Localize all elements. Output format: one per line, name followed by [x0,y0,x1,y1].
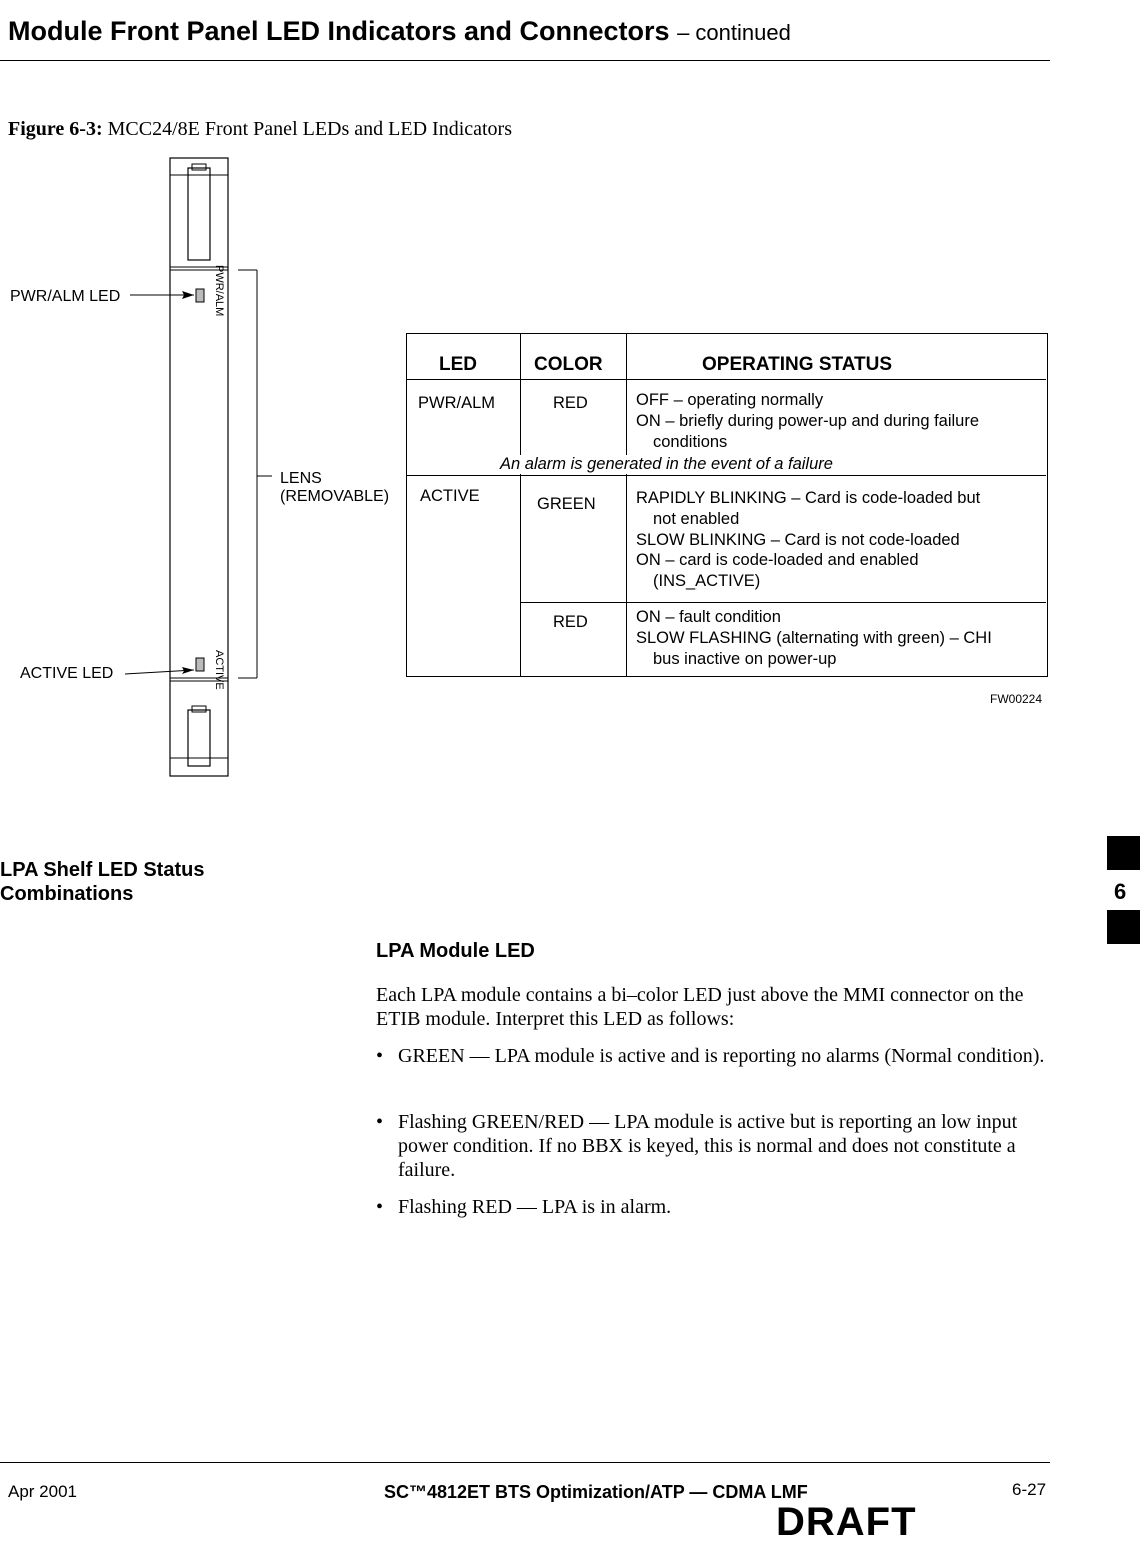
module-front-panel-drawing [0,150,420,790]
figure-caption [8,118,512,141]
callout-lens-line1: LENS [280,470,322,487]
row2-green-status-line3: SLOW BLINKING – Card is not code-loaded [636,531,960,549]
header-continued: – continued [677,20,791,45]
bullet-marker: • [376,1045,384,1067]
side-tab-top [1107,836,1140,870]
intro-paragraph: Each LPA module contains a bi–color LED just above the MMI connector on the ETIB module. Interpret this LED as follows: [376,984,1024,1030]
side-tab-number: 6 [1114,879,1127,904]
callout-active-led: ACTIVE LED [20,665,114,682]
section-heading: LPA Shelf LED Status Combinations [0,859,205,905]
bullet-text: Flashing GREEN/RED — LPA module is active but is reporting an low input power condition. If no BBX is keyed, this is normal and does not constitute a failure. [398,1111,1018,1181]
row2-green-status-line2: not enabled [653,510,740,528]
bullet-text: GREEN — LPA module is active and is reporting no alarms (Normal condition). [398,1045,1045,1067]
row1-led: PWR/ALM [418,394,496,412]
figure-id: FW00224 [990,692,1043,706]
row2-green-status-line4: ON – card is code-loaded and enabled [636,551,919,569]
row2-color-red: RED [553,613,588,631]
table-header-led: LED [439,354,477,375]
row1-status-line1: OFF – operating normally [636,391,824,409]
bullet-item [376,1110,1056,1182]
table-header-color: COLOR [534,354,603,375]
panel-label-active: ACTIVE [213,650,225,690]
subsection-heading: LPA Module LED [376,940,535,962]
table-col-divider-1 [520,333,521,676]
bullet-item [376,1195,1056,1219]
table-header-rule [406,379,1046,380]
row1-color: RED [553,394,588,412]
row2-green-status-line5: (INS_ACTIVE) [653,572,761,590]
footer-rule [0,1462,1050,1463]
panel-label-pwr-alm: PWR/ALM [213,265,225,317]
row2-color-green: GREEN [537,495,596,513]
figure-caption-text: MCC24/8E Front Panel LEDs and LED Indicators [102,118,513,140]
bullet-marker: • [376,1196,384,1218]
row2-red-status-line2: SLOW FLASHING (alternating with green) – CHI [636,629,992,647]
table-col-divider-2 [626,333,627,676]
footer-page-number: 6-27 [1012,1480,1047,1499]
row1-status-line2: ON – briefly during power-up and during failure [636,412,980,430]
side-tab-bottom [1107,910,1140,944]
figure-caption-label: Figure 6-3: [8,118,103,140]
row1-status-line3: conditions [653,433,728,451]
row1-alarm-note: An alarm is generated in the event of a failure [500,455,833,473]
row2-led: ACTIVE [420,487,480,505]
header-rule [0,60,1050,61]
draft-watermark: DRAFT [776,1500,917,1544]
row2-red-status-line3: bus inactive on power-up [653,650,837,668]
row2-green-status-line1: RAPIDLY BLINKING – Card is code-loaded but [636,489,981,507]
bullet-marker: • [376,1111,384,1133]
table-header-operating-status: OPERATING STATUS [702,354,892,375]
bullet-item [376,1044,1056,1068]
callout-pwr-alm-led: PWR/ALM LED [10,288,121,305]
table-row-rule [406,475,1046,476]
table-subrow-rule [520,602,1046,603]
row2-red-status-line1: ON – fault condition [636,608,781,626]
header-title-text: Module Front Panel LED Indicators and Connectors [8,16,670,46]
footer-document-title: SC™4812ET BTS Optimization/ATP — CDMA LMF [384,1482,808,1502]
page-header-title [8,16,791,47]
callout-lens-line2: (REMOVABLE) [280,488,390,505]
footer-date: Apr 2001 [8,1482,77,1501]
bullet-text: Flashing RED — LPA is in alarm. [398,1196,672,1218]
